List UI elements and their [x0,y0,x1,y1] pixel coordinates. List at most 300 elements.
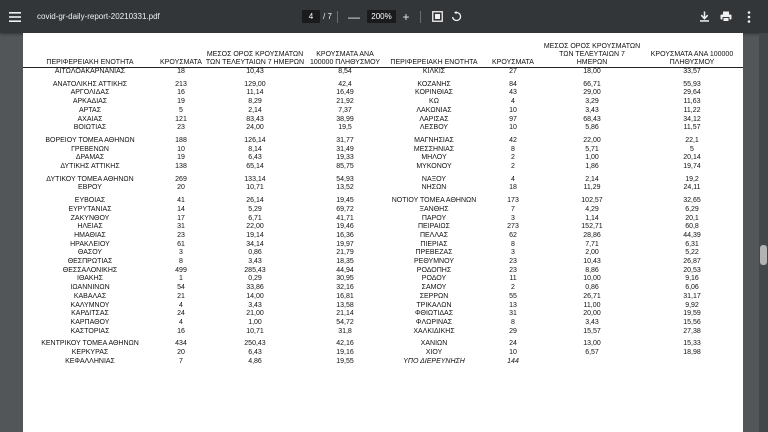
table-cell: 102,57 [581,197,603,205]
page-separator: / 7 [323,12,332,21]
table-row [23,116,743,125]
table-cell: 11,29 [583,184,601,192]
table-cell: 19,55 [336,357,354,365]
table-cell: 42 [509,136,517,144]
table-cell: ΓΡΕΒΕΝΩΝ [71,145,109,153]
table-cell: 24,11 [683,184,701,192]
table-cell: 85,75 [336,163,354,171]
table-cell: 11,22 [683,106,701,114]
table-cell: 6,43 [248,349,262,357]
table-cell: ΑΡΓΟΛΙΔΑΣ [70,89,110,97]
table-row [23,293,743,302]
table-row [23,184,743,193]
table-cell: 1,00 [248,318,262,326]
table-cell: 31,77 [336,136,354,144]
table-cell: 1,86 [585,163,599,171]
table-cell: 3,29 [585,98,599,106]
table-cell: ΧΑΛΚΙΔΙΚΗΣ [413,327,455,335]
table-cell: ΖΑΚΥΝΘΟΥ [70,214,110,222]
table-cell: ΡΟΔΟΠΗΣ [416,266,452,274]
table-row [23,249,743,258]
table-cell: 499 [175,266,187,274]
scrollbar-thumb[interactable] [760,245,767,265]
table-cell: 42,16 [336,340,354,348]
table-cell: 22,1 [685,136,699,144]
table-header-row [23,33,743,68]
table-cell: ΠΕΙΡΑΙΩΣ [418,223,450,231]
table-row [23,206,743,215]
print-icon [720,11,732,22]
table-cell: ΕΒΡΟΥ [78,184,102,192]
table-row [23,215,743,224]
table-cell: ΚΑΒΑΛΑΣ [73,292,107,300]
table-cell: 42,4 [338,80,352,88]
table-cell: 68,43 [583,115,601,123]
table-cell: 6,43 [248,154,262,162]
table-cell: 4 [179,301,183,309]
table-cell: 31,49 [336,145,354,153]
table-cell: 18,35 [336,258,354,266]
table-cell: 14,00 [246,292,264,300]
table-cell: 18 [509,184,517,192]
table-cell: 16,36 [336,231,354,239]
table-row [23,89,743,98]
table-cell: ΛΑΡΙΣΑΣ [419,115,449,123]
toolbar-divider [420,11,421,23]
table-row [23,163,743,172]
table-cell: ΧΙΟΥ [425,349,443,357]
table-row [23,154,743,163]
table-cell: 10 [509,124,517,132]
table-cell: ΣΕΡΡΩΝ [419,292,449,300]
table-cell: 3 [511,214,515,222]
table-cell: 62 [509,231,517,239]
table-cell: 5,29 [248,205,262,213]
table-cell: 29,64 [683,89,701,97]
pdf-toolbar [0,0,768,33]
table-cell: 24 [509,340,517,348]
table-body [23,68,743,367]
page-number-input[interactable]: 4 [302,10,320,23]
rotate-icon [451,11,462,22]
table-cell: 22,00 [583,136,601,144]
table-cell: 66,71 [583,80,601,88]
table-cell: 126,14 [244,136,266,144]
table-cell: 17 [177,214,185,222]
table-cell: 20,1 [685,214,699,222]
table-cell: 23 [177,231,185,239]
table-cell: ΙΘΑΚΗΣ [77,275,103,283]
table-cell: 41,71 [336,214,354,222]
table-cell: ΡΟΔΟΥ [421,275,447,283]
pdf-viewer [0,33,768,432]
table-cell: 33,57 [683,68,701,75]
table-cell: 285,43 [244,266,266,274]
table-cell [641,358,743,367]
table-cell: 20,00 [583,310,601,318]
table-cell: 3,43 [248,301,262,309]
table-row [23,358,743,367]
table-cell: 4,86 [248,357,262,365]
column-header: ΚΡΟΥΣΜΑΤΑ [483,33,543,68]
download-button[interactable] [697,0,711,33]
table-row [23,284,743,293]
table-cell: 269 [175,175,187,183]
table-cell: ΡΕΘΥΜΝΟΥ [413,258,454,266]
table-cell: 34,12 [683,115,701,123]
table-cell: 1,00 [585,154,599,162]
table-cell: 54,93 [336,175,354,183]
table-cell: 2,14 [248,106,262,114]
table-cell: ΚΙΛΚΙΣ [422,68,446,75]
table-cell: ΝΑΞΟΥ [421,175,447,183]
table-row [23,319,743,328]
table-cell: 3,43 [248,258,262,266]
column-header: ΚΡΟΥΣΜΑΤΑ ΑΝΑ 100000 ΠΛΗΘΥΣΜΟΥ [305,33,385,68]
table-cell: 19,33 [336,154,354,162]
table-cell: 8,29 [248,98,262,106]
table-cell: 11,00 [583,301,601,309]
table-cell: ΗΛΕΙΑΣ [77,223,103,231]
table-cell: 20 [177,184,185,192]
table-row [23,310,743,319]
table-cell: 0,86 [248,249,262,257]
table-cell: 24 [177,310,185,318]
table-cell: 273 [507,223,519,231]
table-cell: 4 [179,318,183,326]
table-cell: 7 [511,205,515,213]
table-cell: 16 [177,89,185,97]
hamburger-menu-icon [9,12,21,22]
table-cell: ΚΑΡΠΑΘΟΥ [70,318,110,326]
fit-to-page-icon [432,11,443,22]
table-cell: ΚΑΡΔΙΤΣΑΣ [71,310,109,318]
table-cell: ΦΘΙΩΤΙΔΑΣ [414,310,454,318]
table-cell: 84 [509,80,517,88]
table-row [23,68,743,77]
table-row [23,98,743,107]
table-cell: 13,52 [336,184,354,192]
table-cell: 38,99 [336,115,354,123]
table-cell: ΚΕΝΤΡΙΚΟΥ ΤΟΜΕΑ ΑΘΗΝΩΝ [41,340,139,348]
table-cell: 13,58 [336,301,354,309]
table-cell: 19,45 [336,197,354,205]
table-cell: ΥΠΟ ΔΙΕΡΕΥΝΗΣΗ [403,357,465,365]
table-cell: 19,59 [683,310,701,318]
table-cell: ΠΕΛΛΑΣ [419,231,449,239]
table-row [23,302,743,311]
table-cell: 69,72 [336,205,354,213]
table-cell: ΕΥΡΥΤΑΝΙΑΣ [68,205,112,213]
table-cell: 27 [509,68,517,75]
table-cell: ΛΑΚΩΝΙΑΣ [416,106,452,114]
table-cell: ΔΥΤΙΚΗΣ ΑΤΤΙΚΗΣ [60,163,120,171]
covid-cases-table [23,33,743,367]
table-cell: 18 [177,68,185,75]
table-cell: ΒΟΡΕΙΟΥ ΤΟΜΕΑ ΑΘΗΝΩΝ [45,136,135,144]
table-cell: 10 [177,145,185,153]
table-cell: ΑΧΑΪΑΣ [77,115,103,123]
table-cell: 19 [177,98,185,106]
table-cell: 10,00 [583,275,601,283]
table-cell: 5 [690,145,694,153]
column-header: ΠΕΡΙΦΕΡΕΙΑΚΗ ΕΝΟΤΗΤΑ [23,33,157,68]
table-cell: ΑΡΚΑΔΙΑΣ [72,98,108,106]
table-cell: 5,71 [585,145,599,153]
table-row [23,223,743,232]
table-row [23,176,743,185]
table-cell: 11,14 [246,89,264,97]
download-icon [699,11,710,22]
table-cell: 23 [177,124,185,132]
table-cell: 10,43 [246,68,264,75]
table-cell: 44,94 [336,266,354,274]
table-cell: 3 [511,249,515,257]
table-cell: 4 [511,175,515,183]
table-cell: 21 [177,292,185,300]
table-cell: 20,53 [683,266,701,274]
table-cell: 2 [511,154,515,162]
table-cell: 1,14 [585,214,599,222]
table-cell: 19,46 [336,223,354,231]
table-cell: ΚΟΡΙΝΘΙΑΣ [415,89,453,97]
table-cell: 21,00 [246,310,264,318]
table-cell: 19,5 [338,124,352,132]
table-cell: ΔΥΤΙΚΟΥ ΤΟΜΕΑ ΑΘΗΝΩΝ [46,175,134,183]
table-cell: 0,86 [585,284,599,292]
table-cell: 44,39 [683,231,701,239]
table-cell: 11 [509,275,517,283]
table-cell: 19,74 [683,163,701,171]
table-cell: 43 [509,89,517,97]
table-cell: 6,06 [685,284,699,292]
document-title: covid-gr-daily-report-20210331.pdf [37,12,160,21]
table-cell: ΗΡΑΚΛΕΙΟΥ [70,240,110,248]
table-cell: 188 [175,136,187,144]
table-cell: 10,71 [246,184,264,192]
table-cell: 8 [511,318,515,326]
table-cell: 19,2 [685,175,699,183]
table-cell: 8,86 [585,266,599,274]
table-cell: 15,33 [683,340,701,348]
table-row [23,81,743,90]
table-cell: 31,8 [338,327,352,335]
table-cell: ΜΗΛΟΥ [421,154,447,162]
table-cell: 54 [177,284,185,292]
column-header: ΠΕΡΙΦΕΡΕΙΑΚΗ ΕΝΟΤΗΤΑ [385,33,483,68]
table-row [23,258,743,267]
table-cell: 0,29 [248,275,262,283]
table-cell: 173 [507,197,519,205]
table-cell: ΑΡΤΑΣ [78,106,102,114]
column-header: ΜΕΣΟΣ ΟΡΟΣ ΚΡΟΥΣΜΑΤΩΝ ΤΩΝ ΤΕΛΕΥΤΑΙΩΝ 7 ΗΜΕΡΩΝ [205,33,305,68]
table-cell: 28,86 [583,231,601,239]
table-cell: ΦΛΩΡΙΝΑΣ [415,318,453,326]
table-cell: 20,14 [683,154,701,162]
table-cell: ΘΕΣΣΑΛΟΝΙΚΗΣ [62,266,118,274]
table-cell: 7 [179,357,183,365]
table-cell: 19,16 [336,349,354,357]
table-cell: 10,43 [583,258,601,266]
table-cell: 2,00 [585,249,599,257]
table-cell: 213 [175,80,187,88]
table-cell: 54,72 [336,318,354,326]
table-cell: 10,71 [246,327,264,335]
table-cell: ΘΕΣΠΡΩΤΙΑΣ [67,258,113,266]
table-cell: 15,56 [683,318,701,326]
table-cell: ΛΕΣΒΟΥ [419,124,449,132]
table-cell: 9,16 [685,275,699,283]
table-cell: ΔΡΑΜΑΣ [75,154,105,162]
table-cell: 29 [509,327,517,335]
table-cell: 16,49 [336,89,354,97]
table-cell: 24,00 [246,124,264,132]
table-cell: ΠΙΕΡΙΑΣ [420,240,448,248]
table-cell: ΝΟΤΙΟΥ ΤΟΜΕΑ ΑΘΗΝΩΝ [391,197,477,205]
column-header: ΜΕΣΟΣ ΟΡΟΣ ΚΡΟΥΣΜΑΤΩΝ ΤΩΝ ΤΕΛΕΥΤΑΙΩΝ 7 ΗΜΕΡΩΝ [543,33,641,68]
table-cell: 65,14 [246,163,264,171]
table-row [23,146,743,155]
table-cell: 26,87 [683,258,701,266]
table-row [23,328,743,337]
table-cell: ΕΥΒΟΙΑΣ [74,197,106,205]
table-cell: 13 [509,301,517,309]
table-cell: 83,43 [246,115,264,123]
table-cell: 23 [509,266,517,274]
table-cell: 4 [511,98,515,106]
table-cell: 32,65 [683,197,701,205]
table-cell: ΚΩ [429,98,439,106]
table-cell: 22,00 [246,223,264,231]
table-cell: ΚΑΛΥΜΝΟΥ [70,301,110,309]
table-row [23,275,743,284]
table-cell: 14 [177,205,185,213]
table-cell [543,358,641,367]
table-cell: 55,93 [683,80,701,88]
table-cell: 23 [509,258,517,266]
table-row [23,137,743,146]
table-cell: 2,14 [585,175,599,183]
fit-page-button[interactable] [430,0,444,33]
zoom-out-button[interactable]: — [348,9,360,24]
table-cell: 138 [175,163,187,171]
table-row [23,340,743,349]
table-cell: ΜΥΚΟΝΟΥ [416,163,452,171]
table-cell: ΑΝΑΤΟΛΙΚΗΣ ΑΤΤΙΚΗΣ [52,80,128,88]
table-cell: 8 [179,258,183,266]
table-cell: ΗΜΑΘΙΑΣ [74,231,106,239]
table-cell: 16 [177,327,185,335]
table-cell: 11,63 [683,98,701,106]
table-row [23,241,743,250]
pdf-page [23,33,743,432]
table-cell: 60,8 [685,223,699,231]
table-cell: 21,92 [336,98,354,106]
table-cell: ΚΑΣΤΟΡΙΑΣ [70,327,110,335]
table-cell: 3,43 [585,106,599,114]
table-cell: 41 [177,197,185,205]
table-cell: 6,31 [685,240,699,248]
table-cell: 7,37 [338,106,352,114]
table-cell: 3 [179,249,183,257]
table-cell: ΠΑΡΟΥ [421,214,447,222]
table-cell: ΙΩΑΝΝΙΝΩΝ [70,284,110,292]
table-cell: 250,43 [244,340,266,348]
table-cell: 18,98 [683,349,701,357]
table-cell: 4,29 [585,205,599,213]
table-cell: 16,81 [336,292,354,300]
table-cell: 19,97 [336,240,354,248]
table-cell: 1 [179,275,183,283]
table-cell: 9,92 [685,301,699,309]
menu-button[interactable] [8,0,22,33]
column-header: ΚΡΟΥΣΜΑΤΑ ΑΝΑ 100000 ΠΛΗΘΥΣΜΟΥ [641,33,743,68]
table-cell: 30,95 [336,275,354,283]
table-cell: 10 [509,106,517,114]
table-cell: ΧΑΝΙΩΝ [420,340,448,348]
table-cell: 33,86 [246,284,264,292]
table-cell: ΞΑΝΘΗΣ [419,205,449,213]
table-cell: 8 [511,145,515,153]
table-cell: 6,57 [585,349,599,357]
table-cell: 34,14 [246,240,264,248]
table-row [23,267,743,276]
table-cell: ΜΑΓΝΗΣΙΑΣ [414,136,454,144]
page-total: 7 [327,12,332,21]
rotate-button[interactable] [449,0,463,33]
table-cell: ΘΑΣΟΥ [77,249,103,257]
more-actions-button[interactable] [742,0,756,33]
table-cell: 21,79 [336,249,354,257]
table-row [23,232,743,241]
table-cell: 61 [177,240,185,248]
table-cell: ΚΟΖΑΝΗΣ [417,80,451,88]
table-cell: 8,14 [248,145,262,153]
table-cell: 21,14 [336,310,354,318]
table-cell: 129,00 [244,80,266,88]
table-cell: 31 [509,310,517,318]
table-cell: 144 [507,357,519,365]
table-cell: 8 [511,240,515,248]
table-cell: 29,00 [583,89,601,97]
column-header: ΚΡΟΥΣΜΑΤΑ [157,33,205,68]
table-cell: 55 [509,292,517,300]
table-cell: 20 [177,349,185,357]
print-button[interactable] [719,0,733,33]
table-cell: ΜΕΣΣΗΝΙΑΣ [413,145,455,153]
table-row [23,197,743,206]
vertical-scrollbar[interactable] [759,33,768,432]
table-cell: 19 [177,154,185,162]
table-cell: 18,00 [583,68,601,75]
table-cell: 31,17 [683,292,701,300]
table-cell: 32,16 [336,284,354,292]
table-cell: ΤΡΙΚΑΛΩΝ [416,301,452,309]
table-row [23,107,743,116]
table-cell: ΠΡΕΒΕΖΑΣ [415,249,453,257]
zoom-in-button[interactable]: + [402,9,410,24]
table-cell: ΝΗΣΩΝ [421,184,447,192]
table-cell: 97 [509,115,517,123]
table-cell: 10 [509,349,517,357]
table-cell: 2 [511,163,515,171]
table-row [23,349,743,358]
zoom-level-input[interactable]: 200% [367,10,396,23]
table-cell: 2 [511,284,515,292]
table-cell: 31 [177,223,185,231]
table-cell: 152,71 [581,223,603,231]
table-cell: 7,71 [585,240,599,248]
